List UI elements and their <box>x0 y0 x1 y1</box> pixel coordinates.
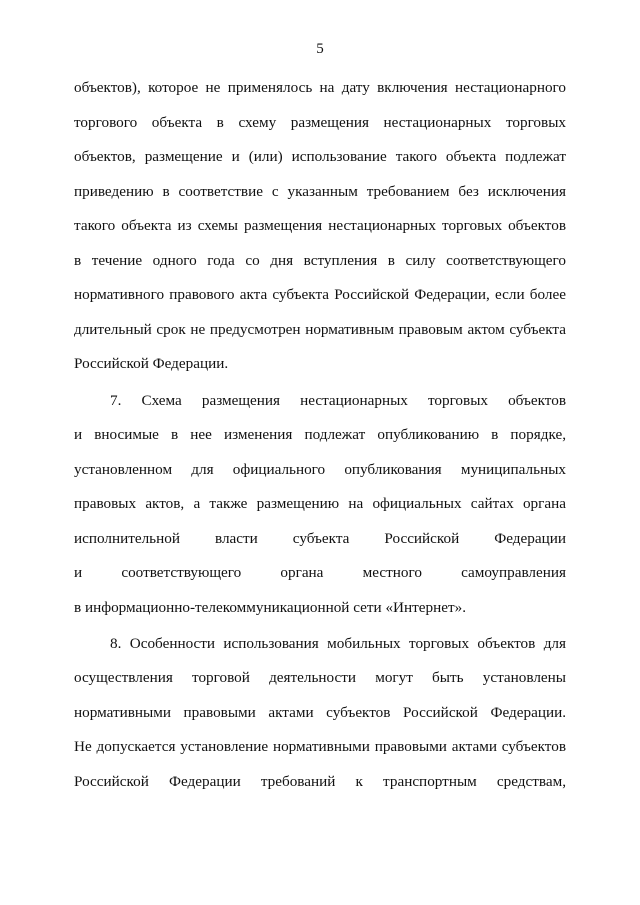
text-line-1: объектов), которое не применялось на дату включения нестационарного <box>74 79 566 96</box>
text-line-21: Российской Федерации требований к транспортным средствам, <box>74 773 566 790</box>
text-line-19: нормативными правовыми актами субъектов Российской Федерации. <box>74 704 566 721</box>
text-line-16: в информационно-телекоммуникационной сети «Интернет». <box>74 599 467 616</box>
text-line-14: исполнительной власти субъекта Российской Федерации <box>74 530 566 547</box>
text-line-11: и вносимые в нее изменения подлежат опубликованию в порядке, <box>74 426 566 443</box>
text-line-10: 7. Схема размещения нестационарных торговых объектов <box>110 392 566 409</box>
text-line-17: 8. Особенности использования мобильных торговых объектов для <box>110 635 566 652</box>
text-line-15: и соответствующего органа местного самоуправления <box>74 564 566 581</box>
text-line-2: торгового объекта в схему размещения нестационарных торговых <box>74 114 566 131</box>
text-line-3: объектов, размещение и (или) использование такого объекта подлежат <box>74 148 566 165</box>
text-line-5: такого объекта из схемы размещения нестационарных торговых объектов <box>74 217 566 234</box>
text-line-9: Российской Федерации. <box>74 355 229 372</box>
text-line-20: Не допускается установление нормативными правовыми актами субъектов <box>74 738 566 755</box>
text-line-7: нормативного правового акта субъекта Российской Федерации, если более <box>74 286 566 303</box>
text-line-4: приведению в соответствие с указанным требованием без исключения <box>74 183 566 200</box>
text-line-8: длительный срок не предусмотрен нормативным правовым актом субъекта <box>74 321 566 338</box>
text-line-18: осуществления торговой деятельности могут быть установлены <box>74 669 566 686</box>
text-line-6: в течение одного года со дня вступления в силу соответствующего <box>74 252 566 269</box>
text-line-12: установленном для официального опубликования муниципальных <box>74 461 566 478</box>
text-line-13: правовых актов, а также размещению на официальных сайтах органа <box>74 495 566 512</box>
page-number: 5 <box>316 41 324 57</box>
